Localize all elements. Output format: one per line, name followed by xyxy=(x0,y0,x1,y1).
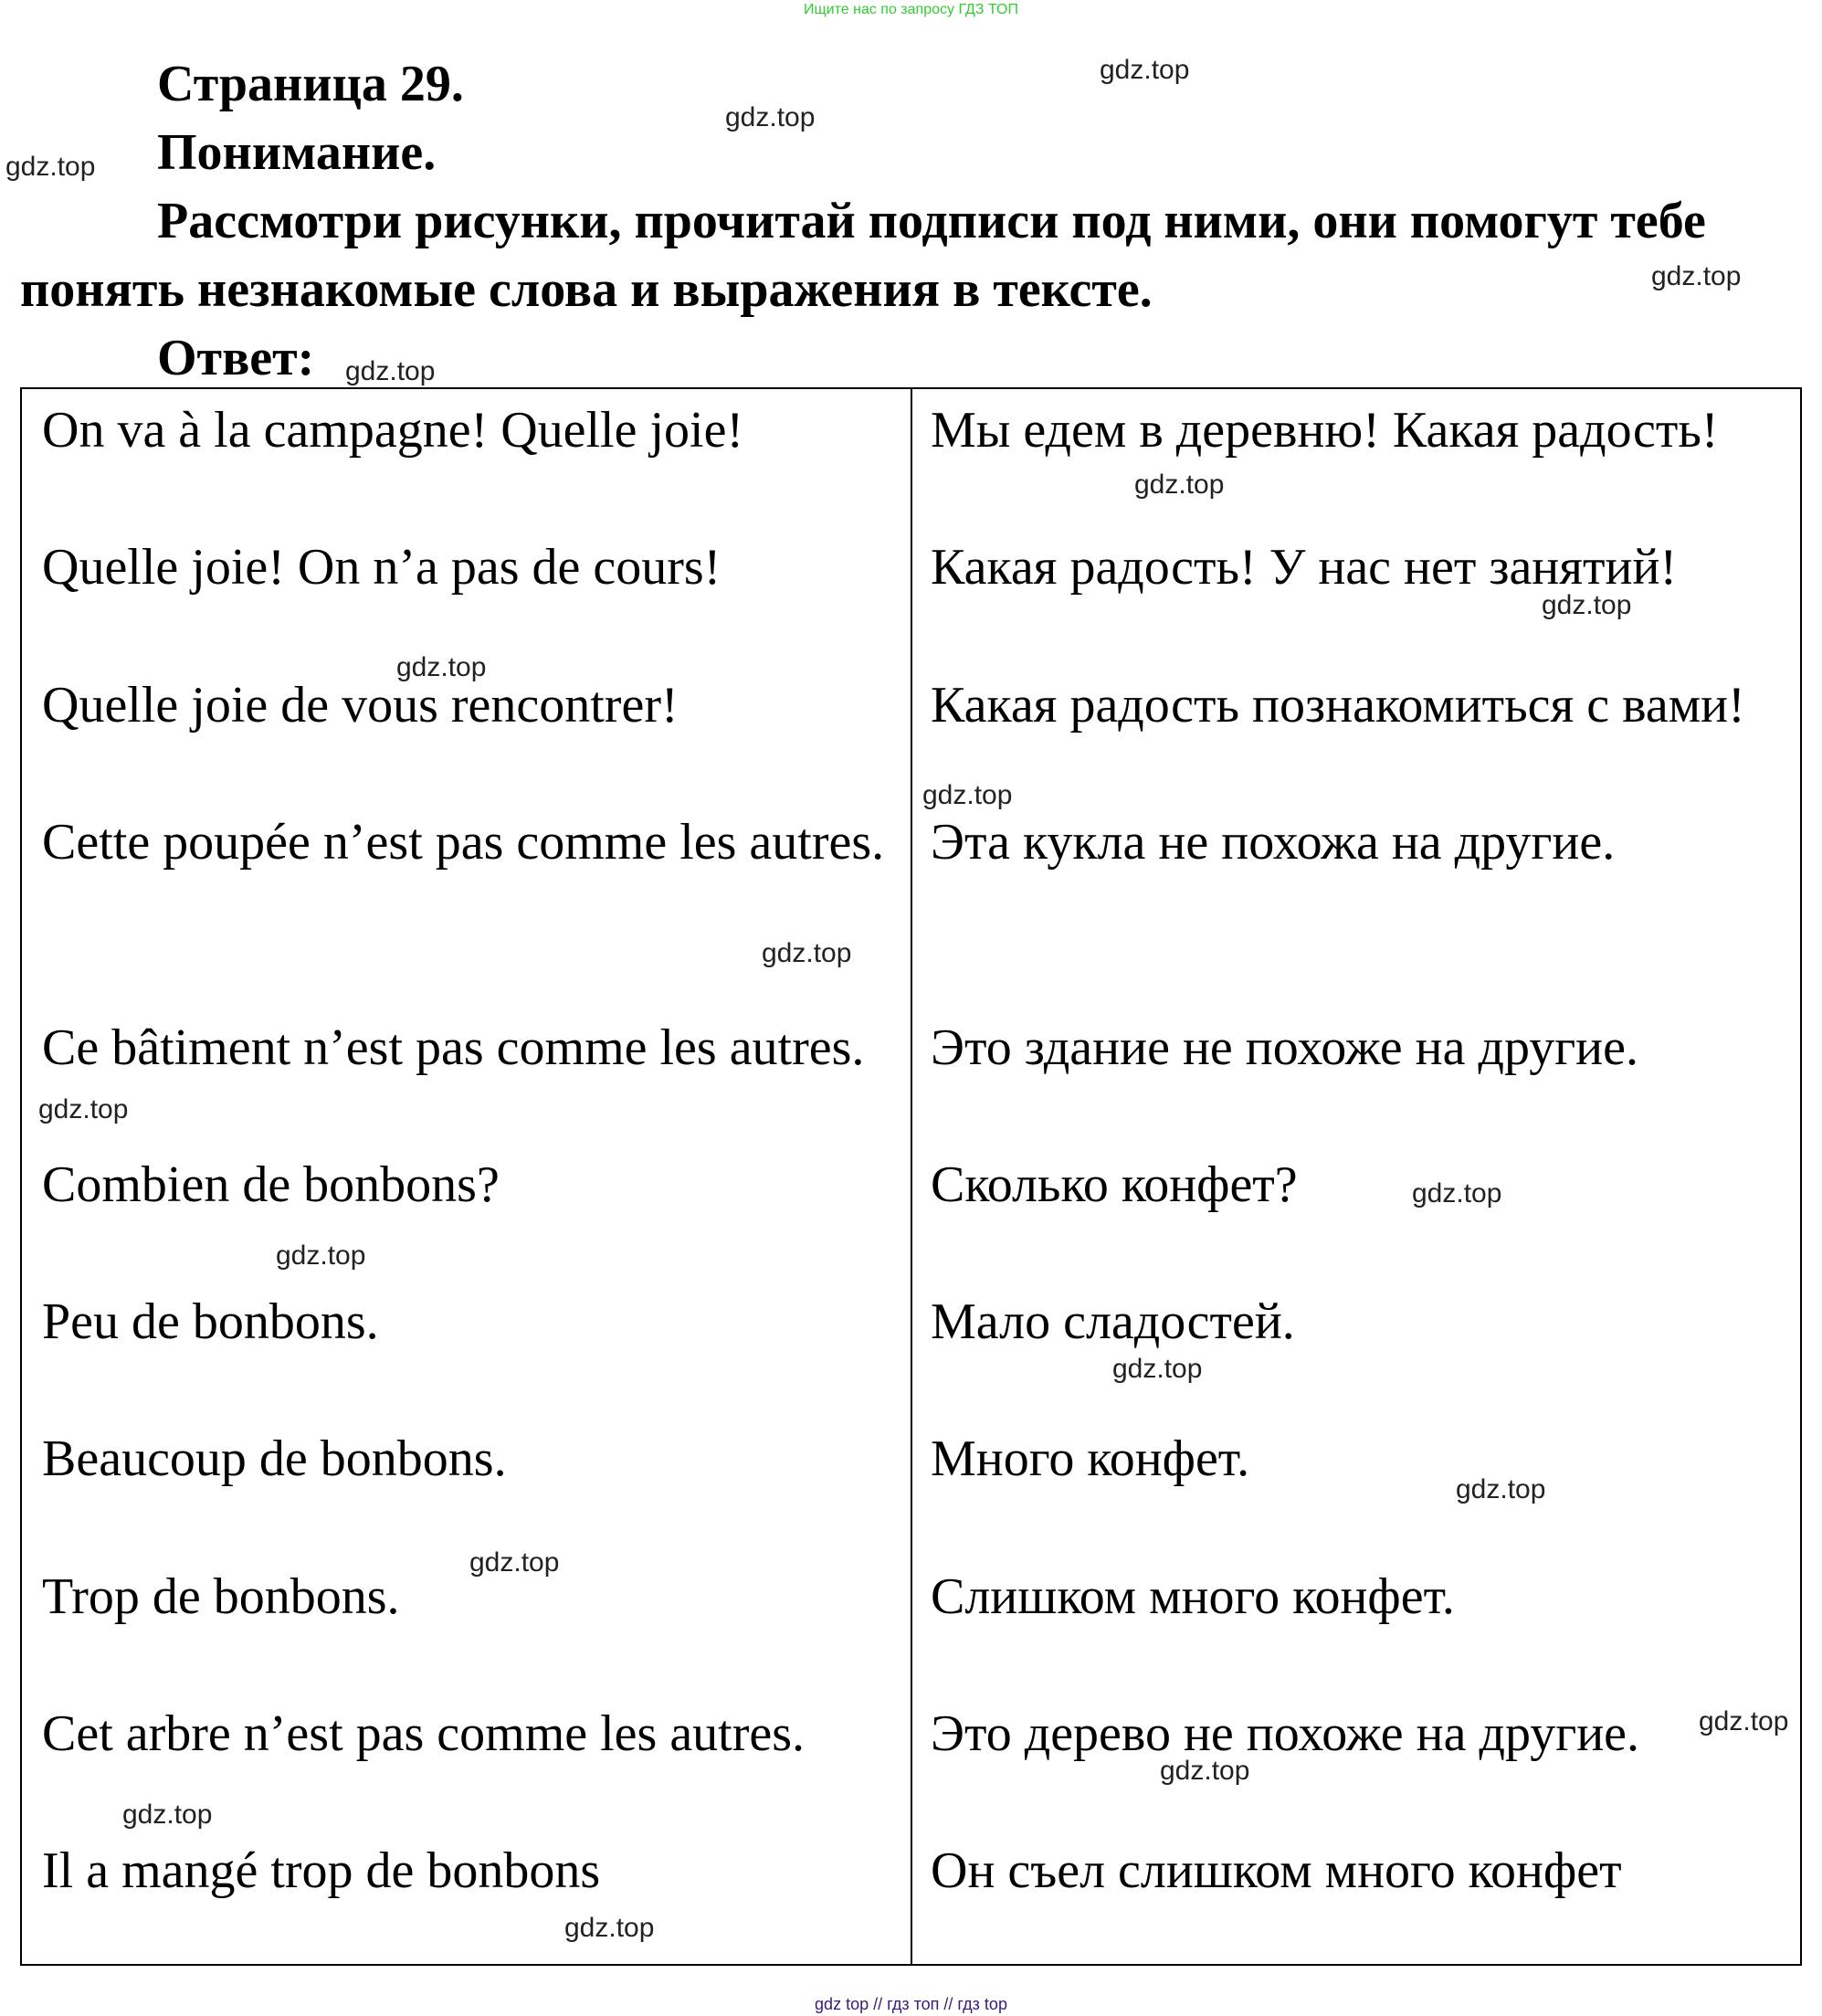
row-5-russian: Это здание не похоже на другие. xyxy=(931,1019,1639,1076)
watermark: gdz.top xyxy=(1412,1178,1502,1209)
search-hint: Ищите нас по запросу ГДЗ ТОП xyxy=(804,2,1018,17)
watermark: gdz.top xyxy=(564,1913,655,1943)
row-2-russian: Какая радость! У нас нет занятий! xyxy=(931,539,1678,596)
task-text-line2: понять незнакомые слова и выражения в тексте. xyxy=(20,261,1153,318)
row-11-russian: Он съел слишком много конфет xyxy=(931,1842,1622,1899)
watermark: gdz.top xyxy=(1651,261,1742,291)
watermark: gdz.top xyxy=(5,152,96,182)
page-title: Страница 29. xyxy=(157,56,464,112)
row-8-french: Beaucoup de bonbons. xyxy=(42,1430,507,1487)
row-7-russian: Мало сладостей. xyxy=(931,1293,1295,1350)
watermark: gdz.top xyxy=(1112,1354,1203,1384)
row-9-russian: Слишком много конфет. xyxy=(931,1568,1455,1625)
watermark: gdz.top xyxy=(1100,55,1190,85)
row-10-russian: Это дерево не похоже на другие. xyxy=(931,1705,1640,1762)
row-3-russian: Какая радость познакомиться с вами! xyxy=(931,677,1745,734)
task-text-line1: Рассмотри рисунки, прочитай подписи под ними, они помогут тебе xyxy=(157,193,1706,249)
row-6-french: Combien de bonbons? xyxy=(42,1156,500,1213)
row-6-russian: Сколько конфет? xyxy=(931,1156,1298,1213)
footer-links: gdz top // гдз топ // гдз top xyxy=(815,1995,1007,2013)
watermark: gdz.top xyxy=(762,938,852,968)
watermark: gdz.top xyxy=(396,652,487,682)
section-title: Понимание. xyxy=(157,124,437,181)
translation-table xyxy=(20,387,1802,1966)
watermark: gdz.top xyxy=(1160,1756,1250,1786)
watermark: gdz.top xyxy=(922,780,1013,810)
row-4-russian: Эта кукла не похожа на другие. xyxy=(931,814,1616,871)
watermark: gdz.top xyxy=(276,1240,366,1271)
watermark: gdz.top xyxy=(345,356,436,386)
row-4-french: Cette poupée n’est pas comme les autres. xyxy=(42,814,885,871)
row-8-russian: Много конфет. xyxy=(931,1430,1250,1487)
watermark: gdz.top xyxy=(38,1094,129,1124)
watermark: gdz.top xyxy=(469,1547,560,1578)
row-2-french: Quelle joie! On n’a pas de cours! xyxy=(42,539,721,596)
row-1-russian: Мы едем в деревню! Какая радость! xyxy=(931,402,1719,459)
watermark: gdz.top xyxy=(122,1800,213,1830)
watermark: gdz.top xyxy=(1134,470,1225,500)
watermark: gdz.top xyxy=(1699,1706,1789,1736)
row-1-french: On va à la campagne! Quelle joie! xyxy=(42,402,744,459)
watermark: gdz.top xyxy=(1542,590,1632,620)
row-10-french: Cet arbre n’est pas comme les autres. xyxy=(42,1705,806,1762)
watermark: gdz.top xyxy=(725,102,816,132)
answer-label: Ответ: xyxy=(157,330,315,386)
row-9-french: Trop de bonbons. xyxy=(42,1568,400,1625)
watermark: gdz.top xyxy=(1456,1474,1546,1504)
row-11-french: Il a mangé trop de bonbons xyxy=(42,1842,601,1899)
row-3-french: Quelle joie de vous rencontrer! xyxy=(42,677,679,734)
row-5-french: Ce bâtiment n’est pas comme les autres. xyxy=(42,1019,865,1076)
column-divider xyxy=(911,389,912,1964)
row-7-french: Peu de bonbons. xyxy=(42,1293,379,1350)
